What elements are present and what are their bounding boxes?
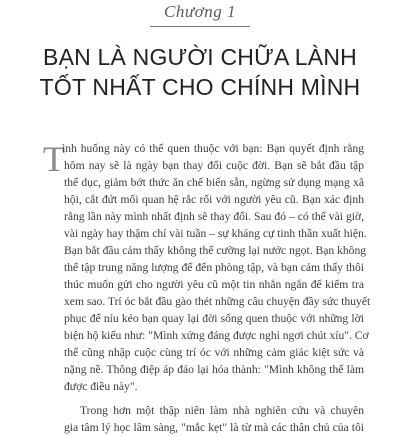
paragraph-line: Trong hơn một thập niên làm nhà nghiên cứu và chuyên — [80, 404, 364, 417]
paragraph-line: biện hộ kiểu như: "Mình xứng đáng được nghỉ ngơi chút xíu". Cơ — [64, 329, 369, 342]
paragraph-line: thể cũng nhập cuộc cùng trí óc với những cảm giác kiệt sức và — [64, 346, 364, 359]
paragraph-line: ình huống này có thể quen thuộc với bạn: Bạn quyết định rằng — [62, 142, 364, 155]
paragraph-line: nặng nề. Thông điệp áp đảo lại hóa thành: "Mình không thể làm — [64, 363, 364, 376]
paragraph-line: thể dục, giảm bớt thức ăn chế biến sẵn, ngừng sử dụng mạng xã — [64, 176, 364, 189]
chapter-divider — [150, 26, 250, 27]
chapter-label: Chương 1 — [164, 2, 236, 21]
paragraph-line: vài ngày hay thậm chí vài tuần – sự kháng cự tinh thần xuất hiện. — [64, 227, 367, 240]
chapter-title — [20, 42, 380, 102]
paragraph-line: Bạn bắt đầu cảm thấy không thể cưỡng lại nước ngọt. Bạn không — [64, 244, 367, 257]
paragraph-line: xem sao. Trí óc bắt đầu gào thét những câu chuyện đầy sức thuyết — [64, 295, 371, 308]
paragraph-line: hội, cắt đứt mối quan hệ rắc rối với người yêu cũ. Bạn xác định — [64, 193, 364, 206]
paragraph-line: rằng lần này mình nhất định sẽ thay đổi. Sau đó – có thể vài giờ, — [64, 210, 364, 223]
chapter-title-line-2: TỐT NHẤT CHO CHÍNH MÌNH — [39, 74, 361, 100]
paragraph-line: được điều này". — [64, 380, 138, 393]
paragraph-line: gia tâm lý học lâm sàng, "mắc kẹt" là từ mà các thân chủ của tôi — [64, 421, 364, 434]
paragraph-line: thúc muốn gửi cho người yêu cũ một tin nhắn ngắn để kiểm tra — [64, 278, 364, 291]
chapter-title-line-1: BẠN LÀ NGƯỜI CHỮA LÀNH — [43, 44, 357, 70]
drop-cap: T — [43, 139, 65, 179]
paragraph-line: phục để níu kéo bạn quay lại đời sống quen thuộc với những lời — [64, 312, 364, 325]
paragraph-line: hôm nay sẽ là ngày bạn thay đổi cuộc đời. Bạn sẽ bắt đầu tập — [64, 159, 364, 172]
paragraph-line: thể tập trung năng lượng để đến phòng tập, và bạn cảm thấy thôi — [64, 261, 364, 274]
